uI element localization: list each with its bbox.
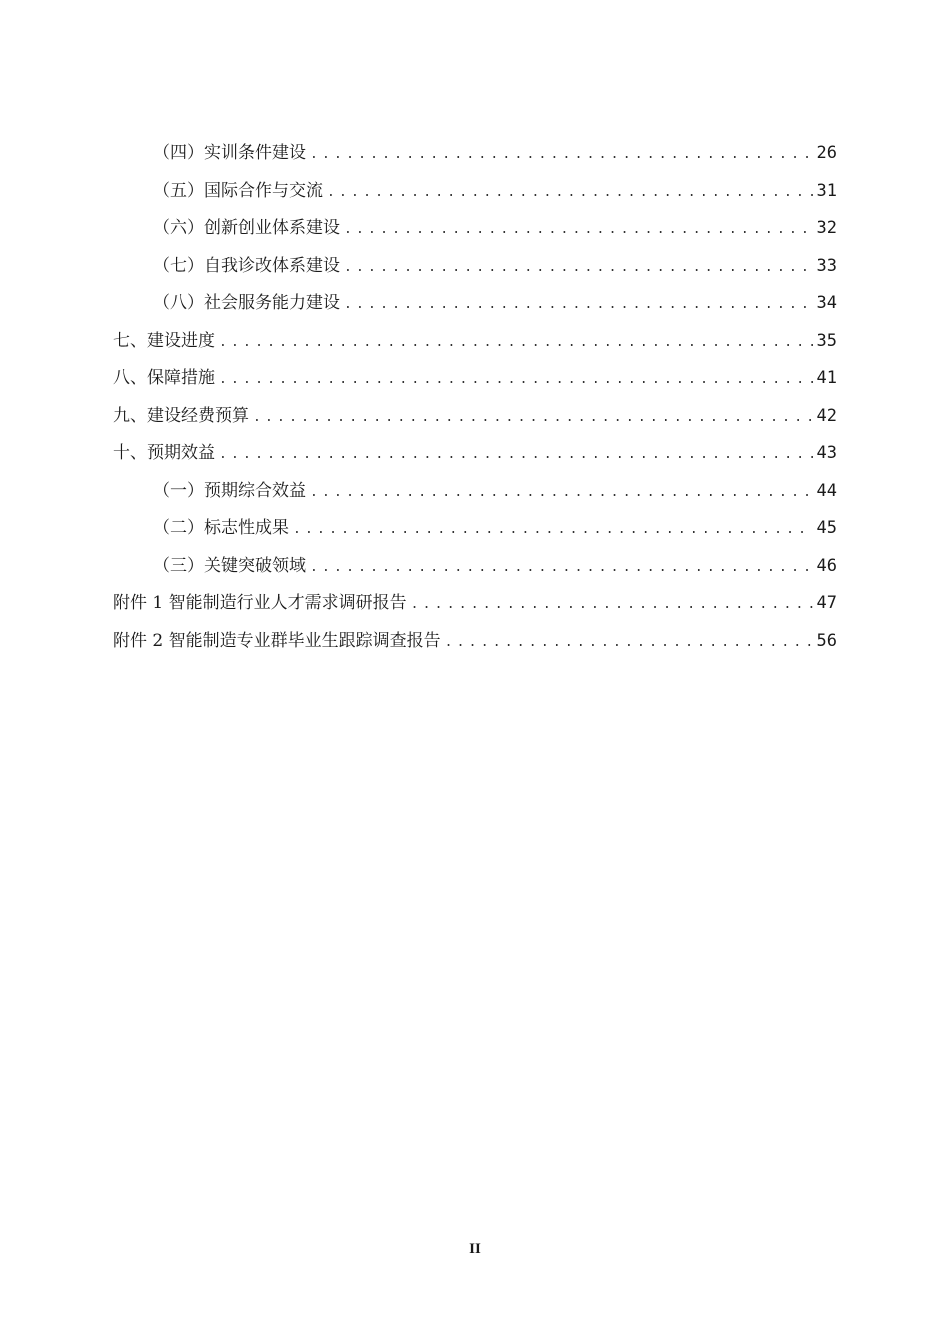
toc-dot-leader [445,628,813,658]
toc-entry[interactable] [153,513,837,543]
toc-entry-title: （七）自我诊改体系建设 [153,255,340,276]
toc-entry-page: 26 [816,143,837,163]
toc-dot-leader [219,328,813,358]
toc-entry-title: （五）国际合作与交流 [153,180,323,201]
toc-dot-leader [310,478,813,508]
toc-entry-title: （一）预期综合效益 [153,480,306,501]
toc-entry-page: 31 [816,180,837,201]
toc-dot-leader [344,253,813,283]
toc-entry-title: （四）实训条件建设 [153,143,306,163]
toc-entry-page: 44 [816,480,837,501]
toc-entry-title: （二）标志性成果 [153,518,289,538]
toc-dot-leader [310,553,813,583]
toc-entry-page: 46 [816,555,837,576]
toc-entry-page: 43 [816,443,837,463]
page-number: II [469,1241,481,1257]
toc-entry-title: （六）创新创业体系建设 [153,218,340,238]
toc-entry-page: 47 [816,593,837,613]
toc-entry[interactable] [113,401,837,431]
toc-entry-page: 42 [816,405,837,426]
toc-entry-title: 附件 1 智能制造行业人才需求调研报告 [113,593,407,613]
toc-entry[interactable] [153,251,837,281]
toc-entry[interactable] [153,476,837,506]
toc-entry-title: 九、建设经费预算 [113,405,249,426]
toc-entry-title: 附件 2 智能制造专业群毕业生跟踪调查报告 [113,630,441,651]
toc-entry[interactable] [153,551,837,581]
toc-entry-page: 32 [816,218,837,238]
toc-entry-page: 33 [816,255,837,276]
toc-entry[interactable] [153,176,837,206]
toc-entry[interactable] [113,626,837,656]
toc-dot-leader [327,178,813,208]
toc-dot-leader [344,290,813,320]
toc-dot-leader [310,140,813,170]
toc-entry[interactable] [113,363,837,393]
toc-entry[interactable] [113,326,837,356]
toc-entry[interactable] [113,588,837,618]
toc-entry-page: 35 [816,330,837,351]
toc-dot-leader [344,215,813,245]
toc-entry[interactable] [153,288,837,318]
toc-dot-leader [411,590,813,620]
toc-entry-title: （三）关键突破领域 [153,555,306,576]
toc-entry-title: 七、建设进度 [113,330,215,351]
toc-dot-leader [253,403,813,433]
toc-entry-title: 十、预期效益 [113,443,215,463]
toc-dot-leader [293,515,813,545]
toc-entry-page: 41 [816,368,837,388]
toc-dot-leader [219,365,813,395]
toc-entry-page: 45 [816,518,837,538]
toc-entry-title: 八、保障措施 [113,368,215,388]
toc-entry[interactable] [153,213,837,243]
toc-entry-page: 56 [816,630,837,651]
toc-entry-title: （八）社会服务能力建设 [153,293,340,313]
toc-entry[interactable] [153,138,837,168]
toc-entry-page: 34 [816,293,837,313]
toc-entry[interactable] [113,438,837,468]
toc-dot-leader [219,440,813,470]
